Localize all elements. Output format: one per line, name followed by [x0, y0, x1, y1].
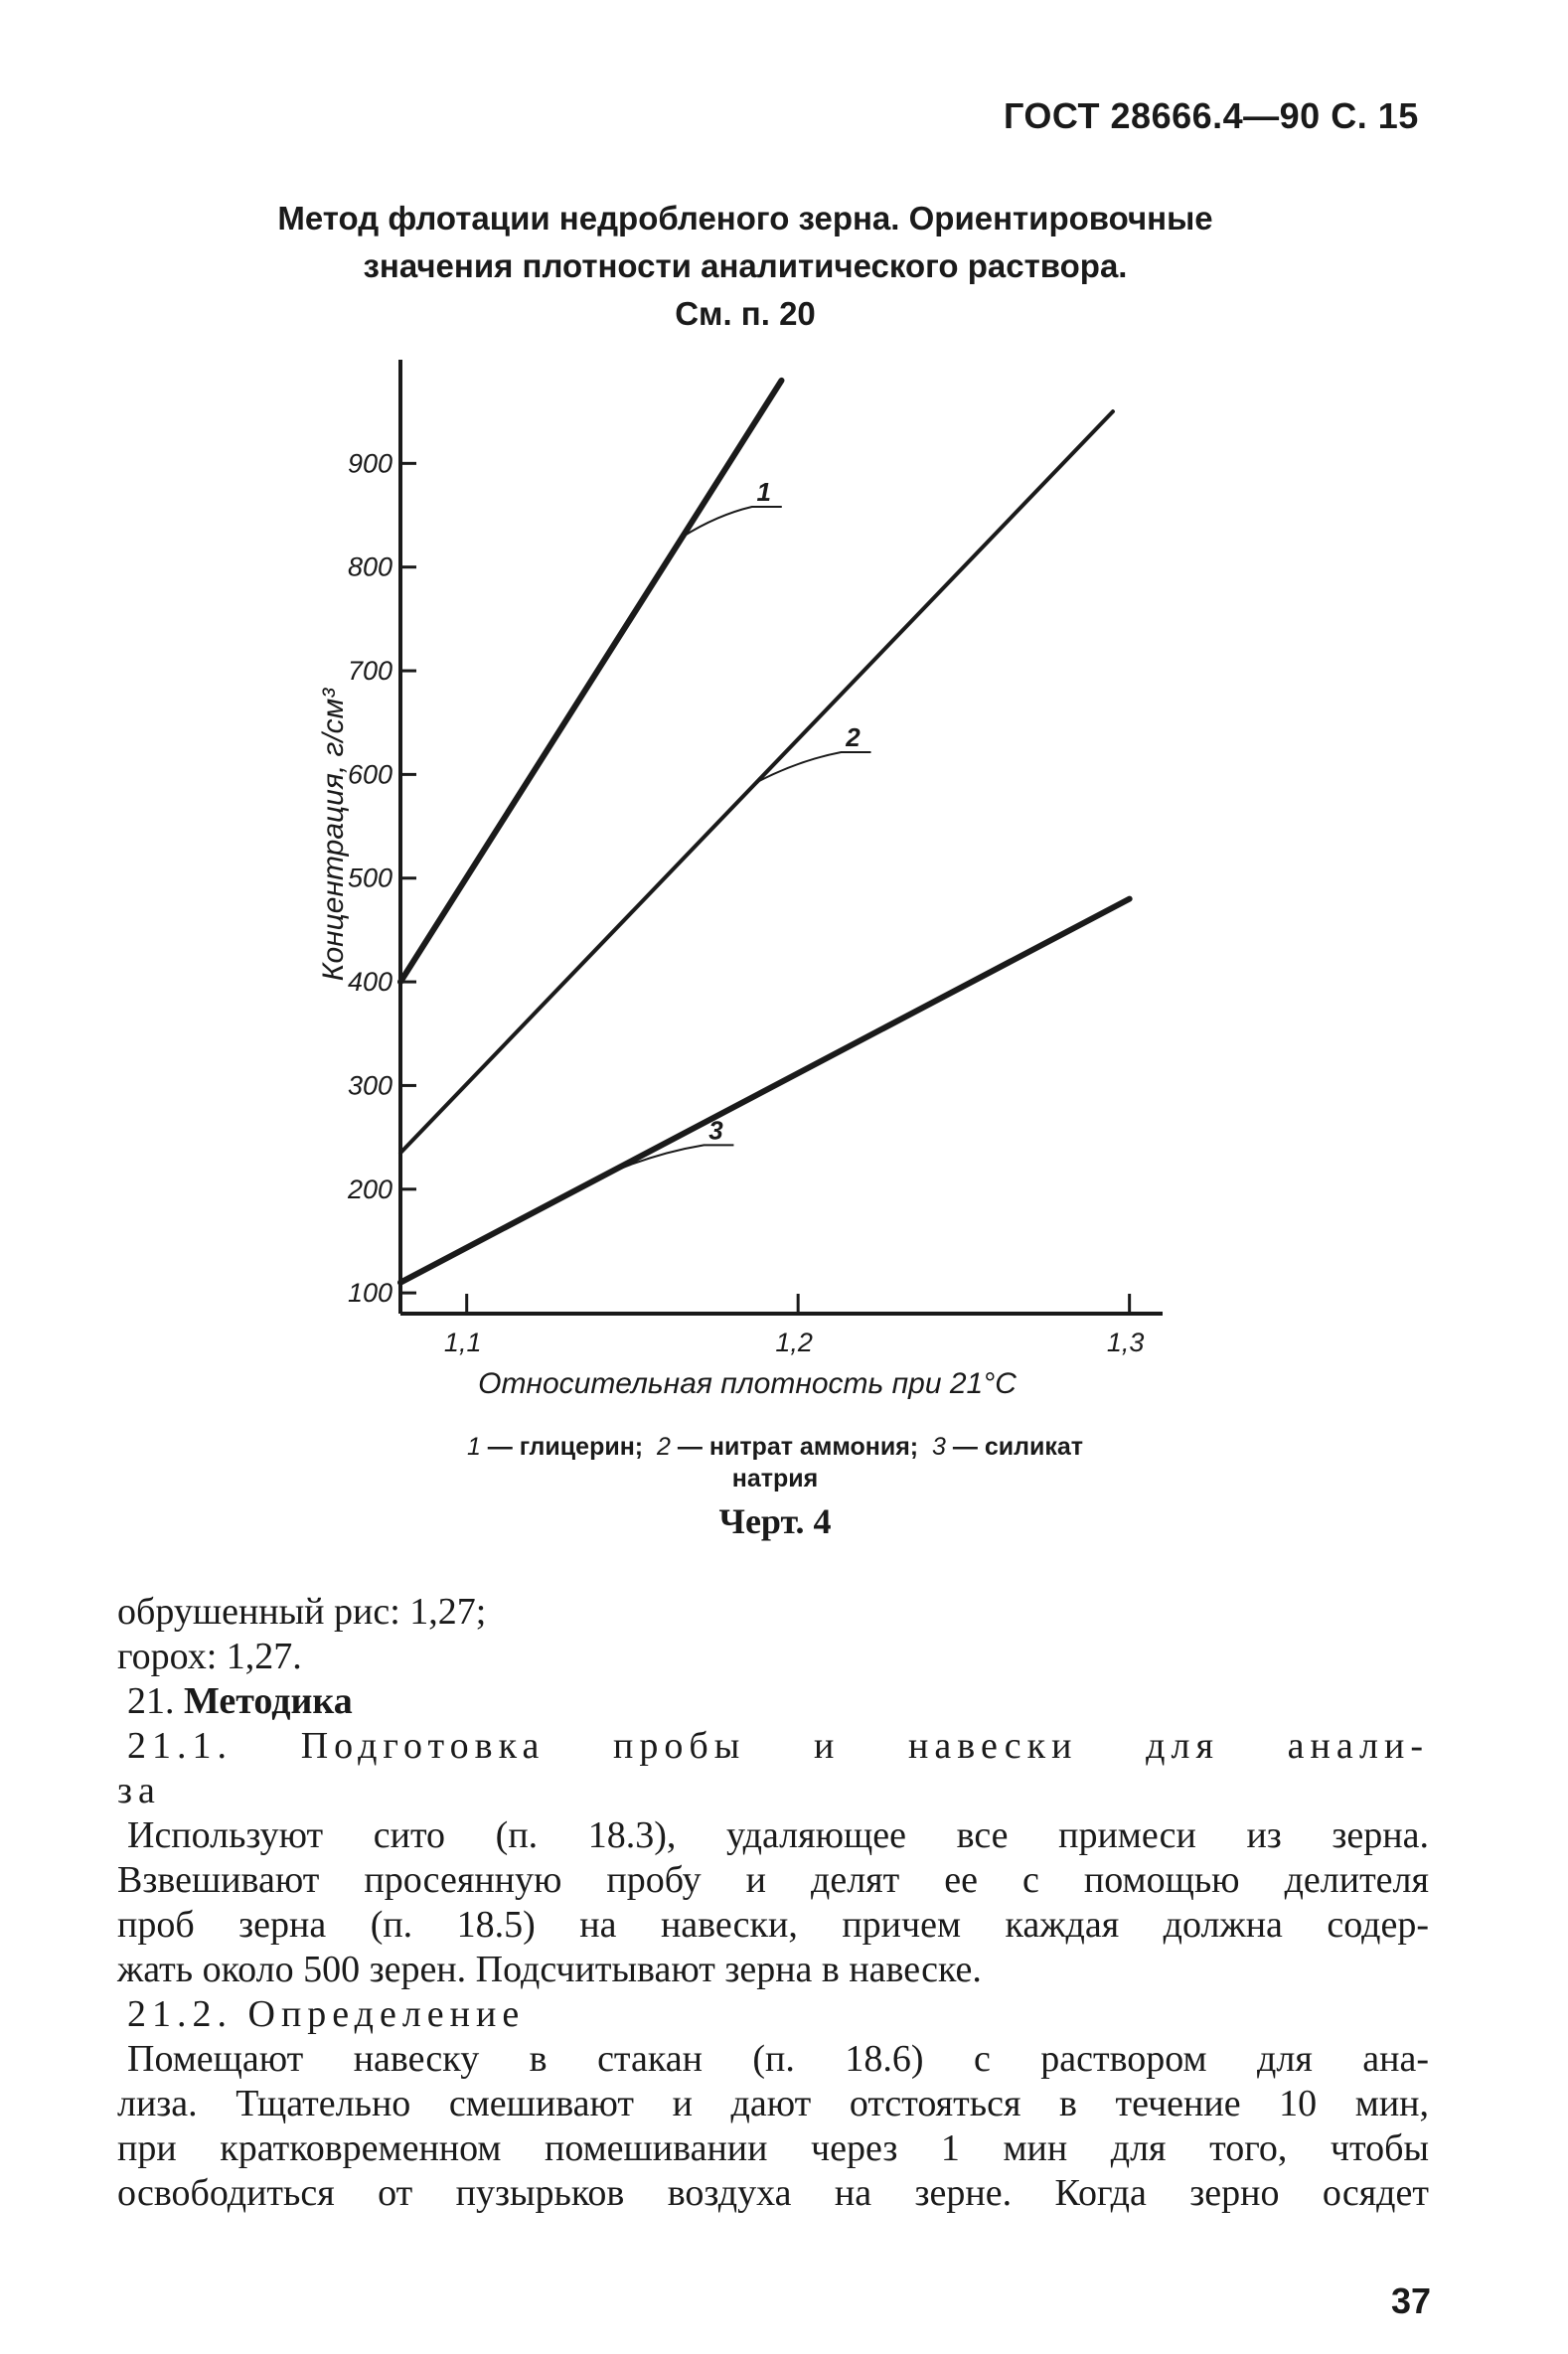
- series-line-1: [400, 381, 782, 982]
- legend-text-3: — силикат: [945, 1433, 1084, 1461]
- x-tick-label: 1,1: [443, 1328, 482, 1357]
- series-label-2: 2: [846, 721, 861, 752]
- paragraph-peas: горох: 1,27.: [117, 1636, 302, 1677]
- paragraph-determination-line-3: при кратковременном помешивании через 1 мин для того, чтобы: [117, 2127, 1429, 2169]
- paragraph-sieve-line-1: Используют сито (п. 18.3), удаляющее все примеси из зерна.: [127, 1814, 1429, 1856]
- legend-text-1: — глицерин;: [480, 1433, 644, 1461]
- legend-num-3: 3: [932, 1433, 946, 1461]
- x-tick-label: 1,3: [1106, 1328, 1145, 1357]
- paragraph-sieve-line-2: Взвешивают просеянную пробу и делят ее с помощью делителя: [117, 1859, 1429, 1901]
- series-label-1: 1: [756, 476, 772, 507]
- legend-text-2: — нитрат аммония;: [670, 1433, 919, 1461]
- legend-num-1: 1: [466, 1433, 481, 1461]
- paragraph-determination-line-2: лиза. Тщательно смешивают и дают отстояться в течение 10 мин,: [117, 2083, 1429, 2124]
- body-text: [117, 1590, 1429, 2216]
- legend-line-1: [298, 1431, 1252, 1463]
- y-tick-label: 700: [347, 656, 392, 687]
- paragraph-rice: обрушенный рис: 1,27;: [117, 1591, 487, 1633]
- x-axis-label: Относительная плотность при 21°С: [478, 1367, 1017, 1400]
- y-axis-label: Концентрация, г/см³: [317, 688, 350, 982]
- y-tick-label: 200: [347, 1174, 392, 1204]
- y-tick-label: 400: [347, 967, 392, 998]
- section-21-2-heading: 21.2. Определение: [127, 1993, 526, 2035]
- paragraph-sieve-line-3: проб зерна (п. 18.5) на навески, причем каждая должна содер-: [117, 1904, 1429, 1946]
- legend-line-2: натрия: [731, 1465, 819, 1492]
- y-tick-label: 500: [347, 863, 392, 893]
- figure-caption: Черт. 4: [718, 1501, 832, 1541]
- chart-title-line-2: значения плотности аналитического раствора.: [363, 247, 1128, 284]
- chart-root: [317, 360, 1163, 1400]
- section-21-title: Методика: [184, 1680, 353, 1722]
- y-tick-label: 100: [347, 1278, 392, 1309]
- series-line-3: [400, 899, 1130, 1283]
- section-21-number: 21.: [127, 1680, 175, 1722]
- y-tick-label: 600: [347, 759, 392, 790]
- page-header: ГОСТ 28666.4—90 С. 15: [1004, 95, 1419, 136]
- x-tick-label: 1,2: [775, 1328, 813, 1357]
- page-number: 37: [1390, 2280, 1431, 2321]
- chart-title-line-3: См. п. 20: [675, 295, 816, 332]
- paragraph-determination-line-4: освободиться от пузырьков воздуха на зерне. Когда зерно осядет: [117, 2172, 1429, 2214]
- series-leader-3: [604, 1145, 733, 1175]
- legend-num-2: 2: [657, 1433, 671, 1461]
- section-21-1-heading-cont: за: [117, 1770, 161, 1811]
- y-tick-label: 900: [347, 448, 392, 479]
- paragraph-sieve-line-4: жать около 500 зерен. Подсчитывают зерна в навеске.: [117, 1949, 982, 1990]
- series-label-3: 3: [708, 1115, 723, 1146]
- section-21-heading: [117, 1679, 1429, 1724]
- paragraph-determination-line-1: Помещают навеску в стакан (п. 18.6) с раствором для ана-: [127, 2038, 1429, 2080]
- y-tick-label: 300: [347, 1070, 392, 1101]
- chart-legend: [298, 1431, 1252, 1494]
- y-tick-label: 800: [347, 551, 392, 582]
- section-21-1-heading: 21.1. Подготовка пробы и навески для анали-: [127, 1725, 1429, 1767]
- chart-title-line-1: Метод флотации недробленого зерна. Ориентировочные: [277, 200, 1213, 236]
